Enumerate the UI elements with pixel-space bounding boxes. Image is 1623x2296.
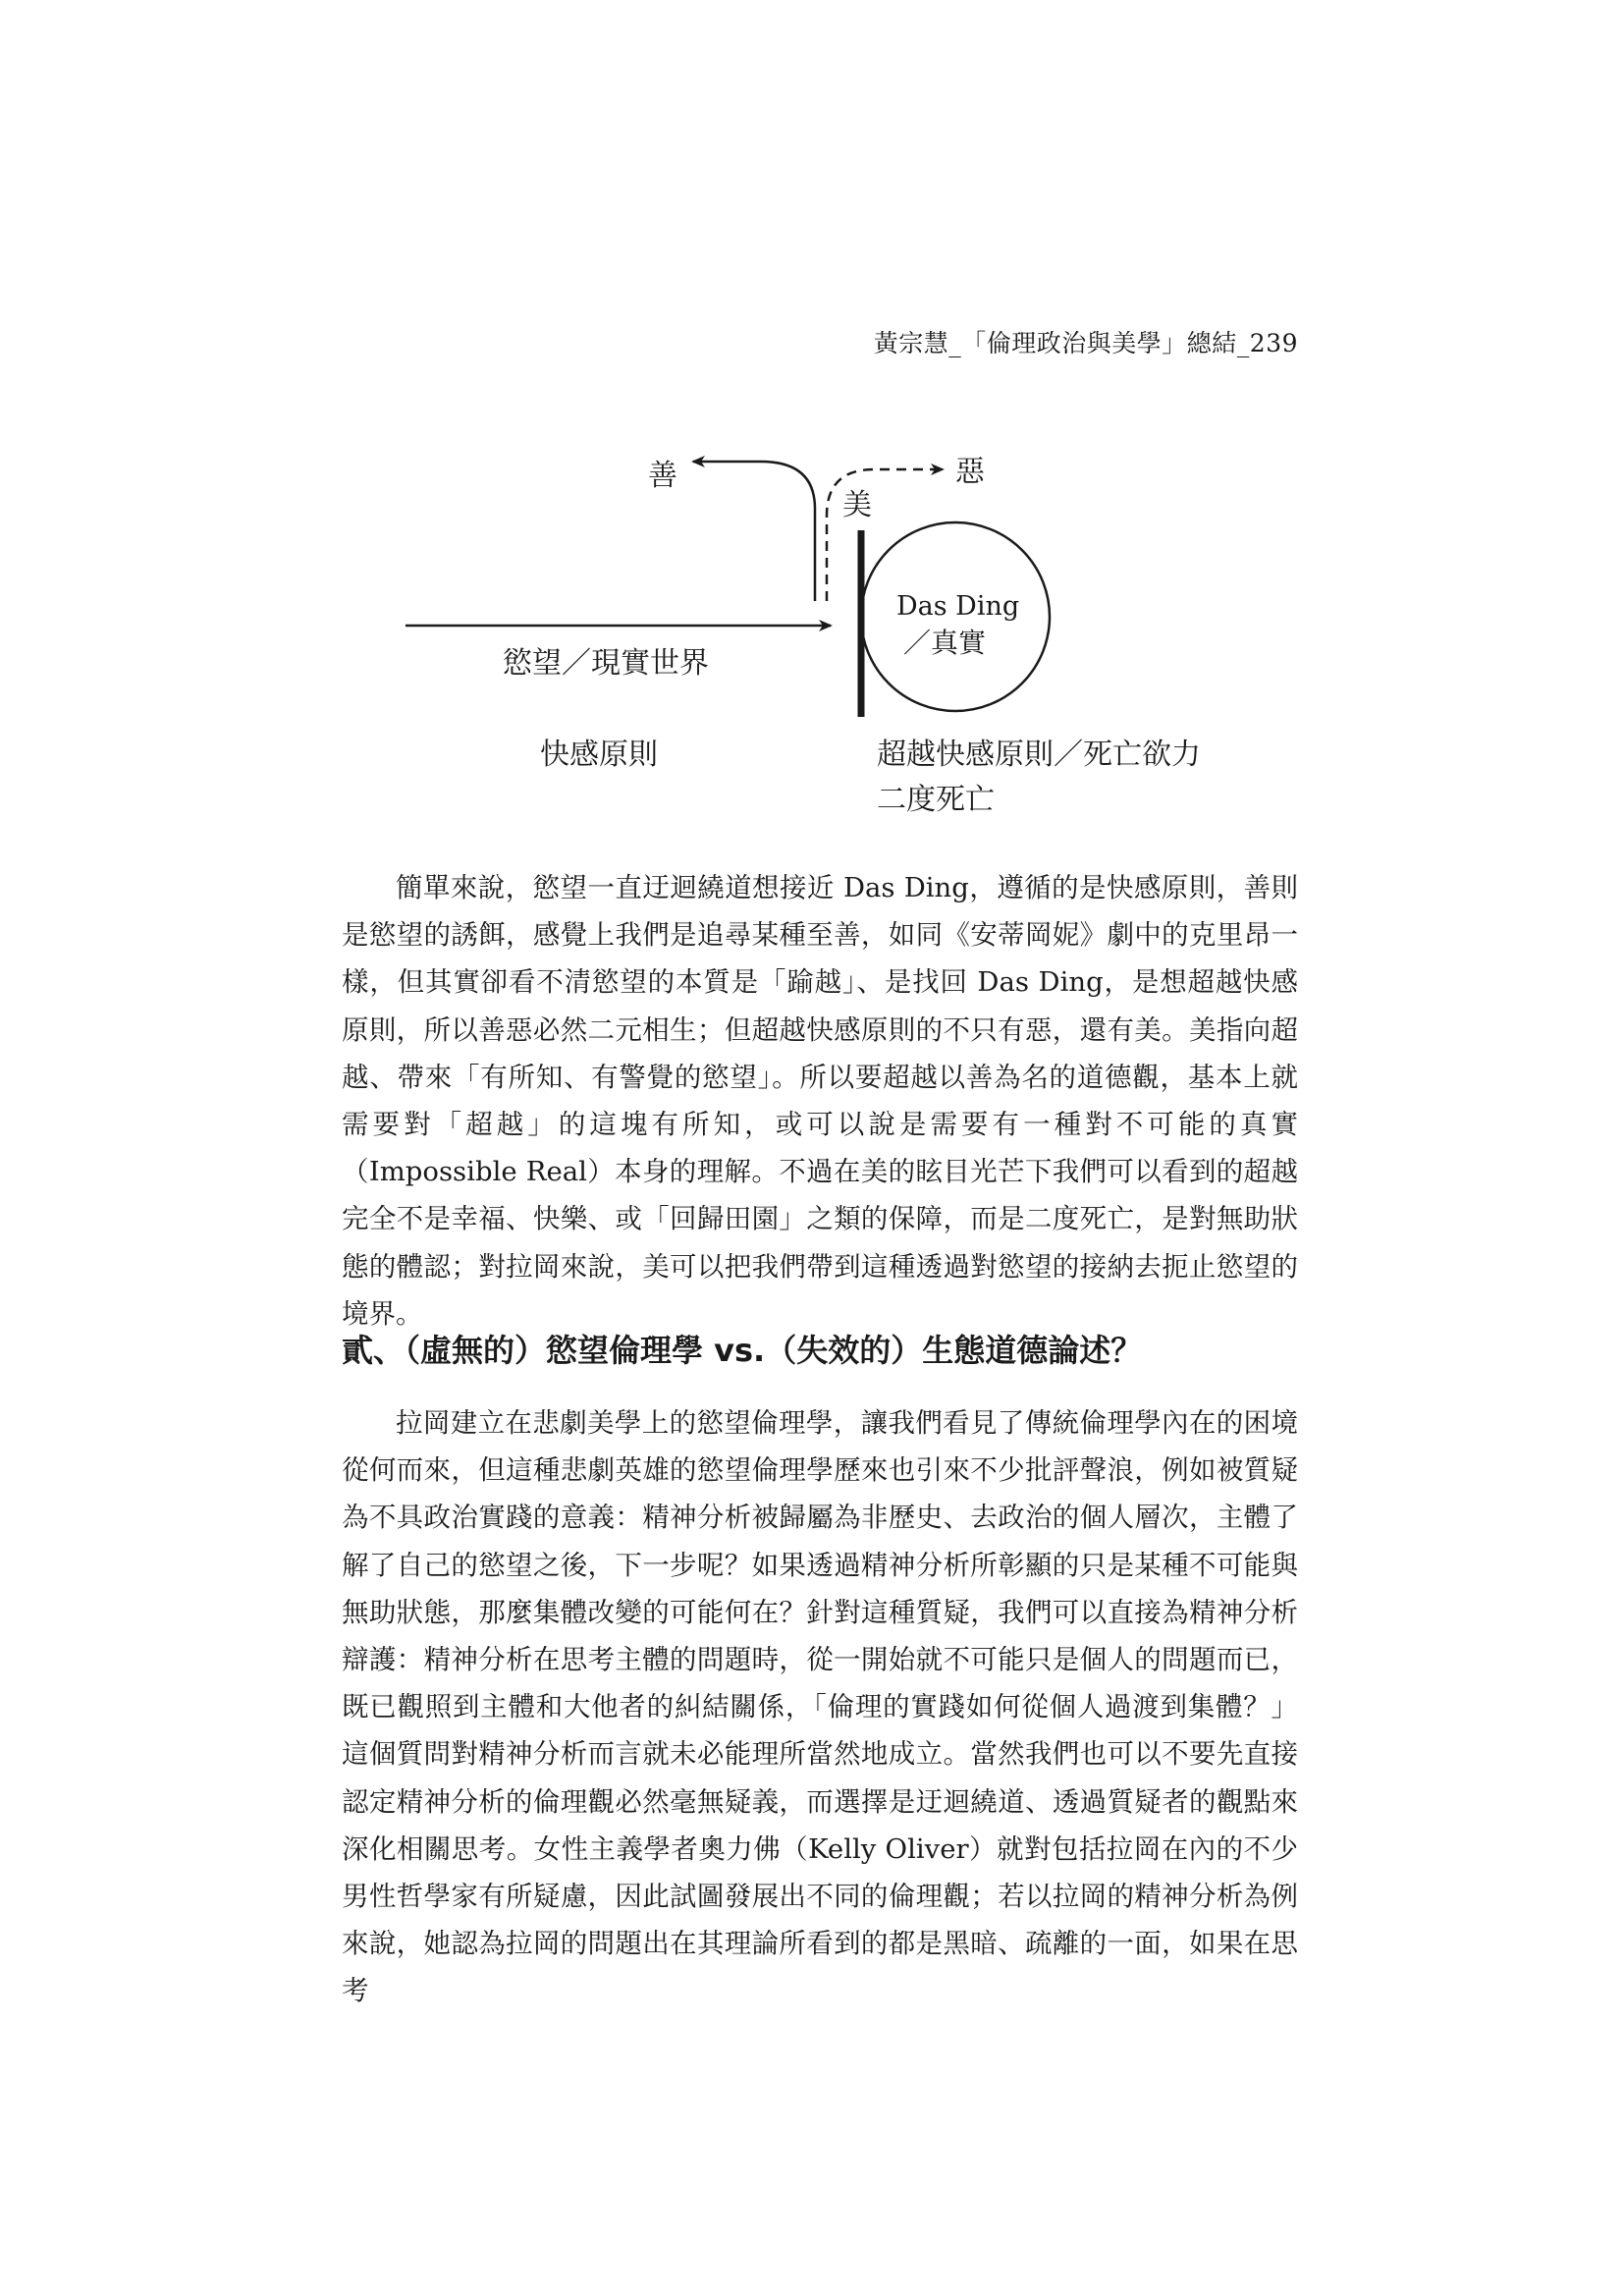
das-ding-diagram	[0, 0, 1623, 864]
label-evil: 惡	[955, 455, 985, 489]
label-das-ding: Das Ding	[896, 591, 1020, 622]
body-paragraph-2: 拉岡建立在悲劇美學上的慾望倫理學，讓我們看見了傳統倫理學內在的困境從何而來，但這種悲劇英雄的慾望倫理學歷來也引來不少批評聲浪，例如被質疑為不具政治實踐的意義：精神分析被歸屬為非歷史、去政治的個人層次，主體了解了自己的慾望之後，下一步呢？如果透過精神分析所彰顯的只是某種不可能與無助狀態，那麼集體改變的可能何在？針對這種質疑，我們可以直接為精神分析辯護：精神分析在思考主體的問題時，從一開始就不可能只是個人的問題而已，既已觀照到主體和大他者的糾結關係，「倫理的實踐如何從個人過渡到集體？」這個質問對精神分析而言就未必能理所當然地成立。當然我們也可以不要先直接認定精神分析的倫理觀必然毫無疑義，而選擇是迂迴繞道、透過質疑者的觀點來深化相關思考。女性主義學者奧力佛（Kelly Oliver）就對包括拉岡在內的不少男性哲學家有所疑慮，因此試圖發展出不同的倫理觀；若以拉岡的精神分析為例來說，她認為拉岡的問題出在其理論所看到的都是黑暗、疏離的一面，如果在思考	[342, 1407, 1298, 2007]
label-desire-reality: 慾望／現實世界	[503, 646, 709, 681]
label-second-death: 二度死亡	[877, 783, 995, 817]
label-beyond-pleasure: 超越快感原則／死亡欲力	[877, 738, 1201, 772]
body-paragraph-1: 簡單來說，慾望一直迂迴繞道想接近 Das Ding，遵循的是快感原則，善則是慾望的誘餌，感覺上我們是追尋某種至善，如同《安蒂岡妮》劇中的克里昂一樣，但其實卻看不清慾望的本質是「踰越」、是找回 Das Ding，是想超越快感原則，所以善惡必然二元相生；但超越快感原則的不只有惡，還有美。美指向超越、帶來「有所知、有警覺的慾望」。所以要超越以善為名的道德觀，基本上就需要對「超越」的這塊有所知，或可以說是需要有一種對不可能的真實（Impossible Real）本身的理解。不過在美的眩目光芒下我們可以看到的超越完全不是幸福、快樂、或「回歸田園」之類的保障，而是二度死亡，是對無助狀態的體認；對拉岡來說，美可以把我們帶到這種透過對慾望的接納去扼止慾望的境界。	[342, 872, 1298, 1330]
good-curve-arrow	[693, 462, 815, 601]
body-paragraph-1-block	[342, 864, 1298, 1338]
running-header: 黃宗慧_「倫理政治與美學」總結_239	[873, 329, 1298, 357]
section-heading: 貳、（虛無的）慾望倫理學 vs.（失效的）生態道德論述？	[342, 1332, 1143, 1369]
label-good: 善	[648, 459, 677, 493]
label-pleasure-principle: 快感原則	[540, 738, 658, 772]
label-beauty: 美	[842, 488, 872, 522]
body-paragraph-2-block	[342, 1399, 1298, 2015]
label-real: ／真實	[903, 627, 987, 659]
